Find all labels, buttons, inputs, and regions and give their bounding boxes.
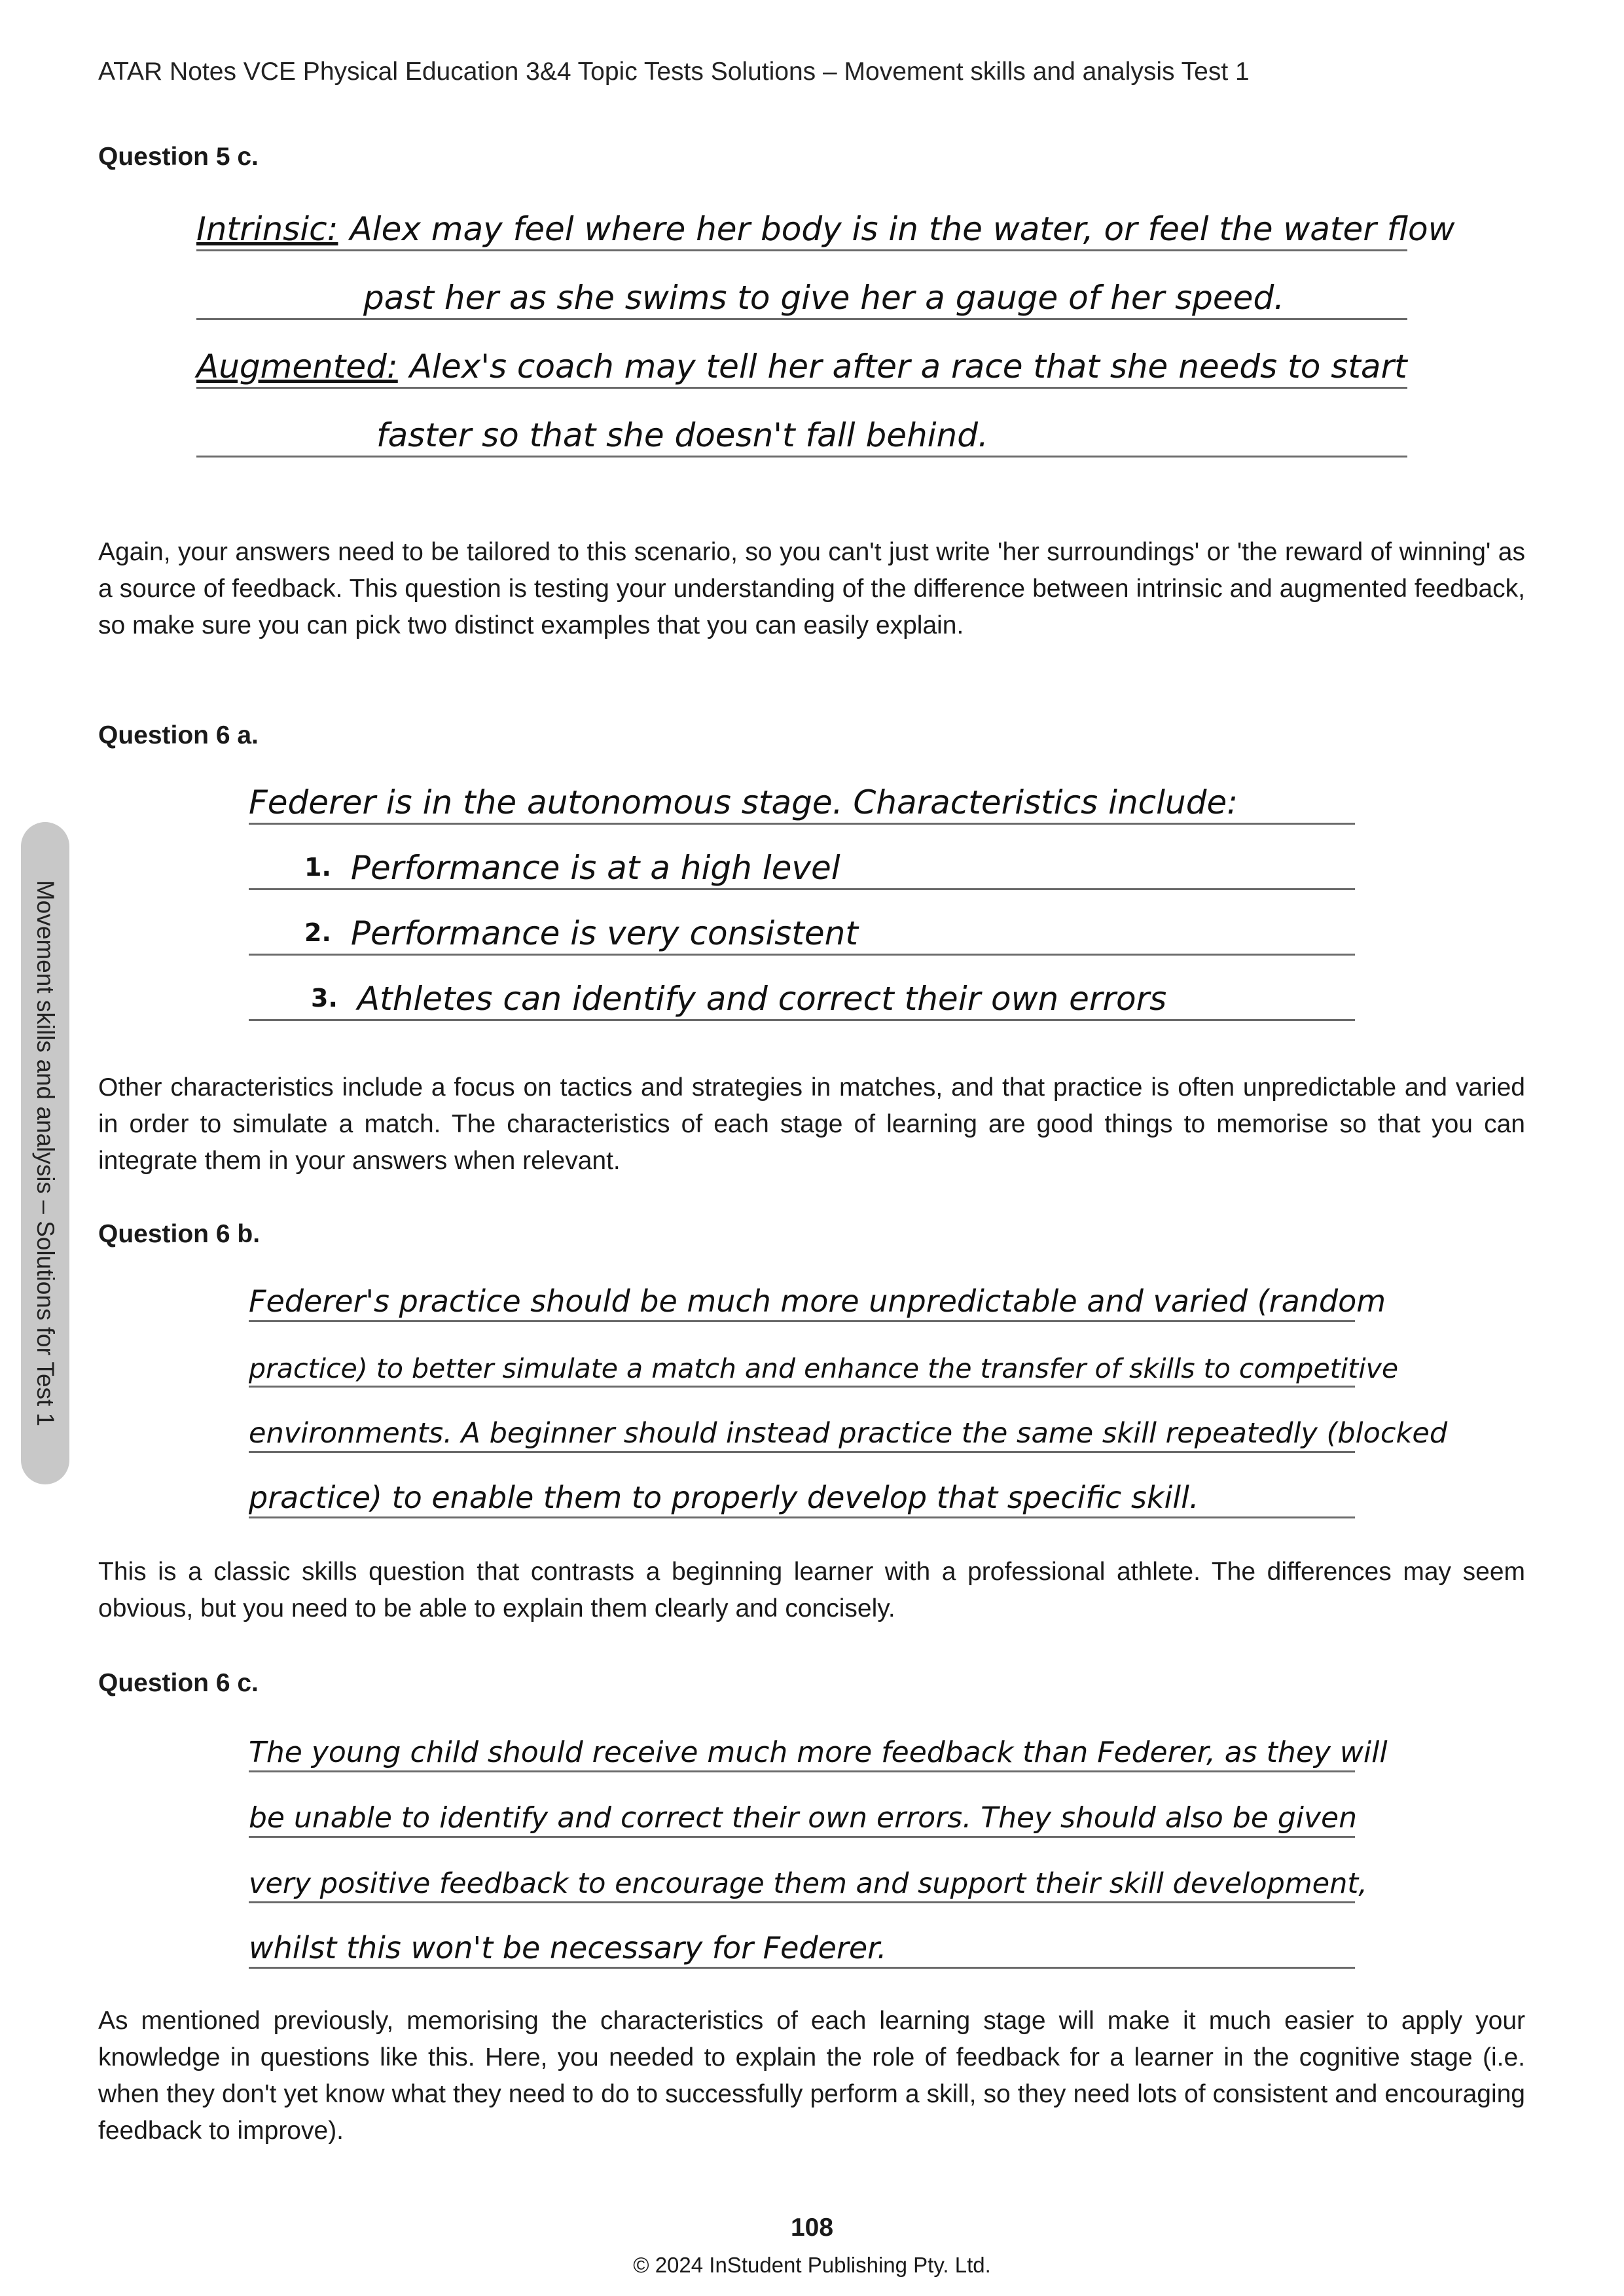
copyright-notice: © 2024 InStudent Publishing Pty. Ltd. [633,2253,991,2277]
answer-text: past her as she swims to give her a gauge of her speed. [363,279,1285,317]
answer-label-intrinsic: Intrinsic: [196,210,338,248]
answer-line [249,956,1355,1021]
answer-line [196,323,1407,389]
answer-text: Athletes can identify and correct their own errors [357,980,1167,1018]
question-5c-handwritten-answer [196,186,1455,467]
side-tab-label: Movement skills and analysis – Solutions for Test 1 [32,880,59,1427]
answer-line [249,1903,1355,1969]
answer-text: Federer's practice should be much more unpredictable and varied (random [249,1283,1386,1319]
answer-text: practice) to enable them to properly develop that specific skill. [249,1480,1199,1515]
question-6b-comment: This is a classic skills question that contrasts a beginning learner with a professional athlete. The differences may seem obvious, but you need to be able to explain them clearly and concisely. [98,1558,1525,1623]
list-number: 1. [304,853,331,882]
answer-line [249,1838,1367,1903]
answer-line [249,1707,1388,1772]
answer-line [249,1257,1386,1322]
answer-line [249,890,1355,956]
answer-text: Federer is in the autonomous stage. Characteristics include: [249,783,1238,821]
answer-line [249,1322,1399,1388]
list-number: 2. [304,918,331,947]
question-5c-comment: Again, your answers need to be tailored to this scenario, so you can't just write 'her surroundings' or 'the reward of winning' as a source of feedback. This question is testing your understanding of the difference between intrinsic and augmented feedback, so make sure you can pick two distinct examples that you can easily explain. [98,538,1525,639]
answer-text: The young child should receive much more feedback than Federer, as they will [249,1736,1388,1769]
question-6c-heading: Question 6 c. [98,1669,259,1697]
answer-text: environments. A beginner should instead practice the same skill repeatedly (blocked [249,1417,1448,1450]
answer-line [249,1772,1355,1838]
page-header: ATAR Notes VCE Physical Education 3&4 Topic Tests Solutions – Movement skills and analysis Test 1 [98,58,1250,86]
question-6a-heading: Question 6 a. [98,721,259,749]
question-6a-handwritten-answer [249,759,1355,1028]
question-6a-comment: Other characteristics include a focus on tactics and strategies in matches, and that practice is often unpredictable and varied in order to simulate a match. The characteristics of each stage of learning are good things to memorise so that you can integrate them in your answers when relevant. [98,1073,1525,1175]
question-5c-heading: Question 5 c. [98,143,259,171]
answer-text: Alex may feel where her body is in the water, or feel the water flow [350,210,1455,248]
answer-text: faster so that she doesn't fall behind. [376,416,988,454]
answer-text: very positive feedback to encourage them and support their skill development, [249,1867,1367,1900]
answer-line [249,825,1355,890]
answer-line [249,1388,1448,1453]
answer-line [249,759,1355,825]
answer-line [196,392,1407,457]
answer-line [196,255,1407,320]
question-6c-handwritten-answer [249,1707,1388,1975]
side-section-tab [21,822,69,1484]
list-number: 3. [311,984,338,1013]
answer-text: whilst this won't be necessary for Federer. [249,1930,887,1965]
question-6b-heading: Question 6 b. [98,1220,261,1248]
answer-line [196,186,1455,251]
answer-text: practice) to better simulate a match and enhance the transfer of skills to competitive [249,1353,1399,1384]
question-6c-comment: As mentioned previously, memorising the characteristics of each learning stage will make it much easier to apply your knowledge in questions like this. Here, you needed to explain the role of feedback for a learner in the cognitive stage (i.e. when they don't yet know what they need to do to successfully perform a skill, so they need lots of consistent and encouraging feedback to improve). [98,2007,1525,2145]
answer-text: Performance is very consistent [350,914,858,952]
answer-text: be unable to identify and correct their own errors. They should also be given [249,1801,1357,1835]
answer-text: Alex's coach may tell her after a race that she needs to start [409,348,1407,386]
question-6b-handwritten-answer [249,1257,1448,1525]
answer-line [249,1453,1355,1518]
answer-label-augmented: Augmented: [196,348,398,386]
page-number: 108 [790,2214,834,2242]
answer-text: Performance is at a high level [350,849,840,887]
